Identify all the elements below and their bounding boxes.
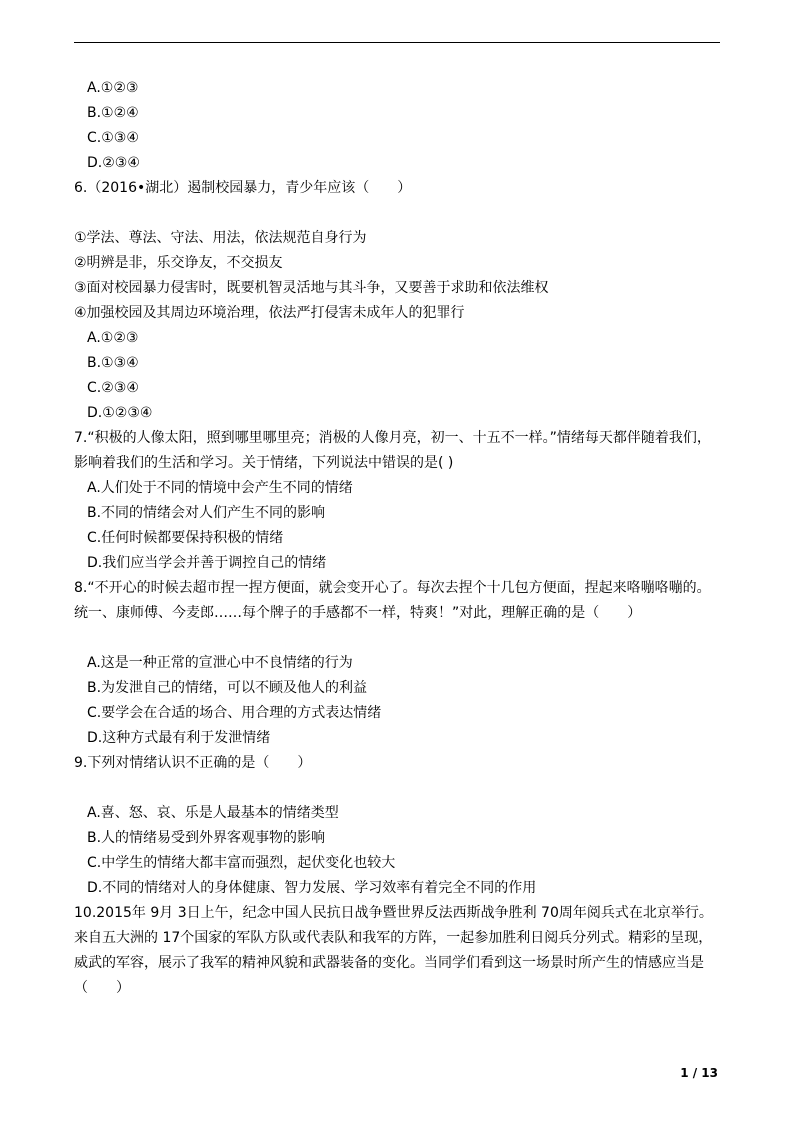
answer-option: A.这是一种正常的宣泄心中不良情绪的行为 [87, 655, 353, 671]
answer-option: D.不同的情绪对人的身体健康、智力发展、学习效率有着完全不同的作用 [87, 880, 537, 896]
answer-option: C.要学会在合适的场合、用合理的方式表达情绪 [87, 705, 382, 721]
answer-option: D.①②③④ [87, 405, 153, 421]
answer-option: B.①②④ [87, 105, 139, 121]
question-stem: 10.2015年 9月 3日上午，纪念中国人民抗日战争暨世界反法西斯战争胜利 70周年阅兵式在北京举行。来自五大洲的 17个国家的军队方队或代表队和我军的方阵，一起参加胜利日阅兵分列式。精彩的呈现，威武的军容，展示了我军的精神风貌和武器装备的变化。当同学们看到这一场景时所产生的情感应当是（ ） [74, 905, 713, 996]
header-rule [74, 42, 720, 43]
answer-option: C.中学生的情绪大都丰富而强烈，起伏变化也较大 [87, 855, 396, 871]
statement-item: ①学法、尊法、守法、用法，依法规范自身行为 [74, 230, 367, 246]
question-stem: 9.下列对情绪认识不正确的是（ ） [74, 755, 312, 771]
blank-line [74, 776, 720, 801]
question-stem: 6.（2016•湖北）遏制校园暴力，青少年应该（ ） [74, 180, 412, 196]
answer-option: A.喜、怒、哀、乐是人最基本的情绪类型 [87, 805, 339, 821]
question-content [74, 76, 720, 1001]
answer-option: D.这种方式最有利于发泄情绪 [87, 730, 271, 746]
answer-option: C.任何时候都要保持积极的情绪 [87, 530, 284, 546]
answer-option: B.①③④ [87, 355, 139, 371]
blank-line [74, 201, 720, 226]
answer-option: A.①②③ [87, 330, 139, 346]
answer-option: D.②③④ [87, 155, 140, 171]
answer-option: C.②③④ [87, 380, 139, 396]
answer-option: B.人的情绪易受到外界客观事物的影响 [87, 830, 326, 846]
answer-option: B.为发泄自己的情绪，可以不顾及他人的利益 [87, 680, 368, 696]
answer-option: D.我们应当学会并善于调控自己的情绪 [87, 555, 327, 571]
answer-option: A.人们处于不同的情境中会产生不同的情绪 [87, 480, 353, 496]
page-number: 1 / 13 [680, 1066, 718, 1080]
answer-option: B.不同的情绪会对人们产生不同的影响 [87, 505, 326, 521]
statement-item: ②明辨是非，乐交诤友，不交损友 [74, 255, 283, 271]
blank-line [74, 626, 720, 651]
question-stem: 7.“积极的人像太阳，照到哪里哪里亮；消极的人像月亮，初一、十五不一样。”情绪每天都伴随着我们，影响着我们的生活和学习。关于情绪，下列说法中错误的是( ) [74, 430, 711, 471]
statement-item: ③面对校园暴力侵害时，既要机智灵活地与其斗争，又要善于求助和依法维权 [74, 280, 549, 296]
answer-option: C.①③④ [87, 130, 139, 146]
answer-option: A.①②③ [87, 80, 139, 96]
question-stem: 8.“不开心的时候去超市捏一捏方便面，就会变开心了。每次去捏个十几包方便面，捏起来咯嘣咯嘣的。统一、康师傅、今麦郎……每个牌子的手感都不一样，特爽！”对此，理解正确的是（ ） [74, 580, 711, 621]
statement-item: ④加强校园及其周边环境治理，依法严打侵害未成年人的犯罪行 [74, 305, 465, 321]
